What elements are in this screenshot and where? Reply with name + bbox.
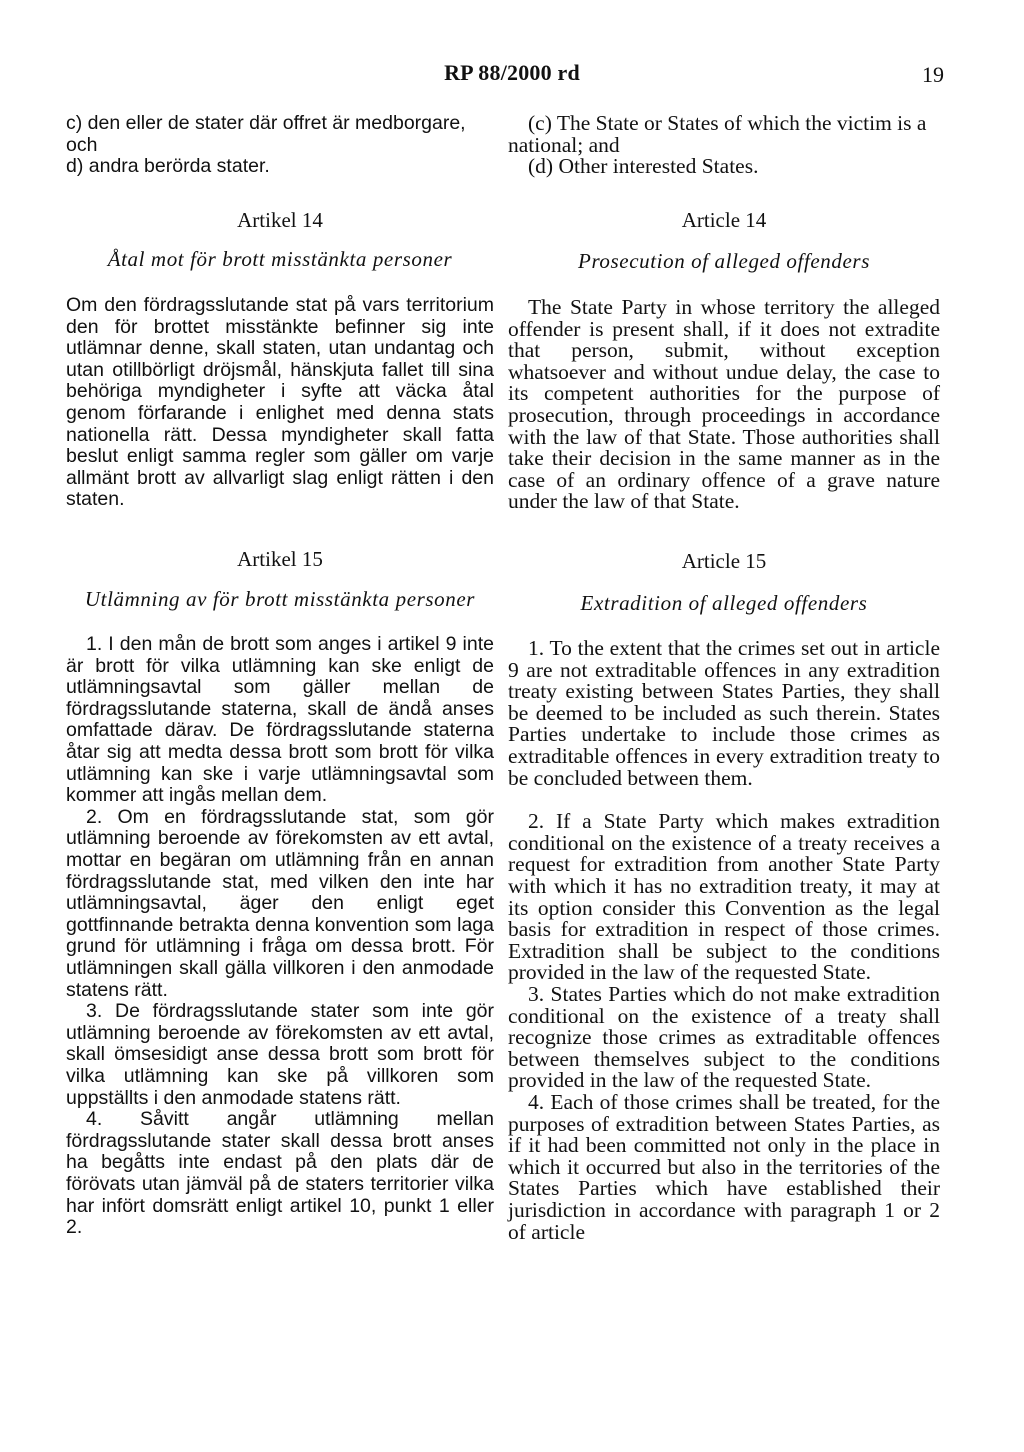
english-article-15-paragraph-3: 3. States Parties which do not make extradition conditional on the existence of a treaty shall recognize those crimes as extraditable offences between themselves subject to the conditions provided in the law of the requested State. bbox=[508, 982, 940, 1093]
swedish-list-item-d: d) andra berörda stater. bbox=[66, 155, 270, 178]
swedish-list bbox=[66, 113, 494, 178]
english-article-15-title: Article 15 bbox=[681, 548, 767, 573]
english-list bbox=[508, 113, 940, 178]
swedish-column bbox=[66, 113, 494, 1239]
swedish-article-14-subtitle: Åtal mot för brott misstänkta personer bbox=[107, 247, 453, 272]
english-article-14-subtitle: Prosecution of alleged offenders bbox=[578, 249, 870, 274]
swedish-article-15-title: Artikel 15 bbox=[237, 546, 323, 571]
document-reference: RP 88/2000 rd bbox=[444, 60, 580, 85]
english-article-15-paragraph-2: 2. If a State Party which makes extradition conditional on the existence of a treaty receives a request for extradition from another State Party with which it has no extradition treaty, it may at its option consider this Convention as the legal basis for extradition in respect of those crimes. Extradition shall be subject to the conditions provided in the law of the requested State. bbox=[508, 809, 940, 985]
english-article-15-paragraph-4: 4. Each of those crimes shall be treated, for the purposes of extradition between States Parties, as if it had been committed not only in the place in which it occurred but also in the territories of the States Parties which have established their jurisdiction in accordance with paragraph 1 or 2 of article bbox=[508, 1089, 940, 1244]
swedish-article-15-paragraph-1: 1. I den mån de brott som anges i artikel 9 inte är brott för vilka utlämning kan ske enligt de utlämningsavtal som gäller mellan de fördragsslutande staterna, skall de ändå anses omfattade därav. De fördragsslutande staterna åtar sig att medta dessa brott som brott för vilka utlämning kan ske i varje utlämningsavtal som kommer att ingås mellan dem. bbox=[66, 633, 494, 807]
english-article-15-subtitle: Extradition of alleged offenders bbox=[580, 590, 868, 615]
swedish-article-15-paragraph-4: 4. Såvitt angår utlämning mellan fördragsslutande stater skall dessa brott anses ha begåtts inte endast på den plats där de förövats utan jämväl på de staters territorier vilka har infört domsrätt enligt artikel 10, punkt 1 eller 2. bbox=[66, 1108, 494, 1239]
english-article-14-title: Article 14 bbox=[681, 207, 767, 232]
english-column bbox=[508, 113, 940, 1243]
swedish-article-14-text: Om den fördragsslutande stat på vars territorium den för brottet misstänkte befinner sig inte utlämnar denne, skall staten, utan undantag och utan otillbörligt dröjsmål, hänskjuta fallet till sina behöriga myndigheter i syfte att väcka åtal genom förfarande i enlighet med denna stats nationella rätt. Dessa myndigheter skall fatta beslut enligt samma regler som gäller om varje allmänt brott av allvarligt slag enligt rätten i den staten. bbox=[66, 293, 494, 511]
english-list-item-d: (d) Other interested States. bbox=[528, 154, 759, 179]
swedish-list-item-c: c) den eller de stater där offret är medborgare, och bbox=[66, 112, 466, 156]
page-number: 19 bbox=[922, 62, 944, 87]
english-list-item-c: (c) The State or States of which the victim is a national; and bbox=[508, 111, 927, 157]
swedish-article-15-paragraph-3: 3. De fördragsslutande stater som inte gör utlämning beroende av förekomsten av ett avtal, skall ömsesidigt anse dessa brott som brott för vilka utlämning kan ske på villkoren som uppställts i den anmodade statens rätt. bbox=[66, 1000, 494, 1109]
english-article-15-paragraph-1: 1. To the extent that the crimes set out in article 9 are not extraditable offences in any extradition treaty existing between States Parties, they shall be deemed to be included as such therein. States Parties undertake to include those crimes as extraditable offences in every extradition treaty to be concluded between them. bbox=[508, 636, 940, 790]
swedish-article-15-paragraph-2: 2. Om en fördragsslutande stat, som gör utlämning beroende av förekomsten av ett avtal, mottar en begäran om utlämning från en annan fördragsslutande stat, med vilken den inte har utlämningsavtal, äger den enligt eget gottfinnande betrakta denna konvention som laga grund för utlämning i fråga om dessa brott. För utlämningen skall gälla villkoren i den anmodade statens rätt. bbox=[66, 805, 494, 1001]
swedish-article-15-subtitle: Utlämning av för brott misstänkta personer bbox=[84, 586, 476, 611]
english-article-14-text: The State Party in whose territory the alleged offender is present shall, if it does not extradite that person, submit, without exception whatsoever and without undue delay, the case to its competent authorities for the purpose of prosecution, through proceedings in accordance with the law of that State. Those authorities shall take their decision in the same manner as in the case of an ordinary offence of a grave nature under the law of that State. bbox=[508, 294, 940, 514]
swedish-article-14-title: Artikel 14 bbox=[237, 207, 323, 232]
